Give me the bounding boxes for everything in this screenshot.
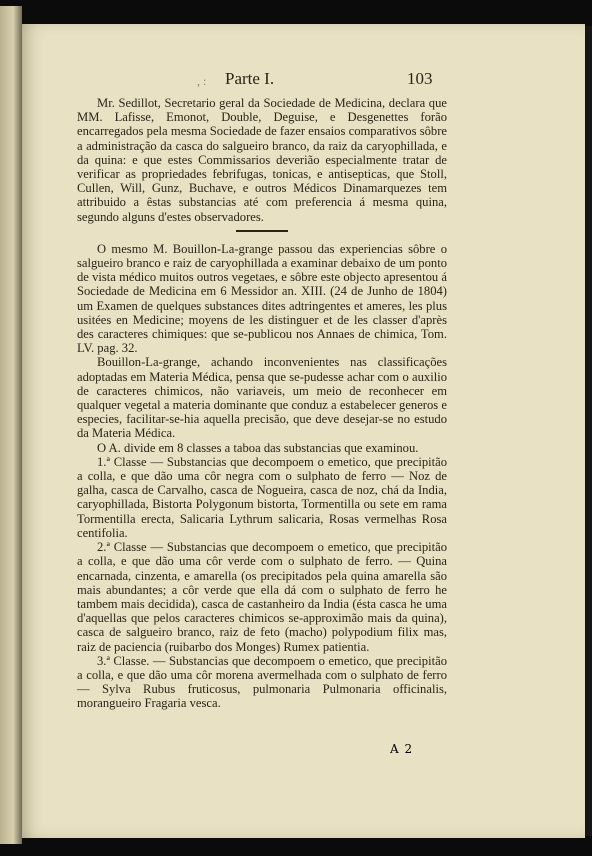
- page-content: [77, 70, 447, 711]
- paragraph-class-3: 3.ª Classe. — Substancias que decompoem o emetico, que precipitão a colla, e que dão uma côr morena avermelhada com o sulphato de ferro — Sylva Rubus fruticosus, pulmonaria Pulmonaria officinalis, morangueiro Fragaria vesca.: [77, 653, 447, 711]
- page-number: 103: [407, 69, 433, 88]
- running-header: [77, 70, 447, 96]
- signature-mark: A 2: [390, 742, 414, 756]
- paragraph-classification: Bouillon-La-grange, achando inconvenientes nas classificações adoptadas em Materia Médica, pensa que se-pudesse achar com o auxilio de caracteres chimicos, não variaveis, um meio de reconhecer em qualquer vegetal a materia dominante que conduz a estabelecer generos e especies, facilitar-se-hia aquella precisão, que deve desejar-se no estudo da Materia Médica.: [77, 355, 447, 441]
- previous-page-edge: [0, 6, 22, 844]
- section-divider: [236, 230, 288, 232]
- paragraph-eight-classes: O A. divide em 8 classes a taboa das substancias que examinou.: [97, 440, 419, 455]
- part-title: Parte I.: [225, 69, 275, 88]
- paragraph-bouillon-experiments: O mesmo M. Bouillon-La-grange passou das experiencias sôbre o salgueiro branco e raiz de caryophillada a examinar debaixo de um ponto de vista médico muitos outros vegetaes, e sôbre este objecto apresentou á Sociedade de Medicina em 6 Messidor an. XIII. (24 de Junho de 1804) um Examen de quelques substances dites adtringentes et ameres, les plus usitées en Medicine; moyens de les distinguer et de les classer d'après des caracteres chimiques: que se-publicou nos Annaes de chimica, Tom. LV. pag. 32.: [77, 241, 447, 356]
- paragraph-sedillot: Mr. Sedillot, Secretario geral da Sociedade de Medicina, declara que MM. Lafisse, Emonot, Double, Deguise, e Desgenettes forão encarregados pela mesma Sociedade de fazer ensaios comparativos sôbre a administração da casca do salgueiro branco, da raiz da caryophillada, e da quina: e que estes Commissarios deverião especialmente tratar de verificar as propriedades febrifugas, tonicas, e antisepticas, que Stoll, Cullen, Will, Gunz, Buchave, e outros Médicos Dinamarquezes tem attribuido a êstas substancias até com preferencia á mesma quina, segundo alguns d'estes observadores.: [77, 96, 447, 224]
- paragraph-class-1: 1.ª Classe — Substancias que decompoem o emetico, que precipitão a colla, e que dão uma côr negra com o sulphato de ferro — Noz de galha, casca de Carvalho, casca de Nogueira, casca de noz, chá da India, caryophillada, Bistorta Polygonum bistorta, Tormentilla ou sete em rama Tormentilla erecta, Salicaria Lythrum salicaria, Rosas vermelhas Rosa centifolia.: [77, 454, 447, 540]
- page-right-shadow: [585, 26, 592, 836]
- header-mark: , :: [197, 74, 207, 88]
- paragraph-class-2: 2.ª Classe — Substancias que decompoem o emetico, que precipitão a colla, e que dão uma côr verde com o sulphato de ferro. — Quina encarnada, cinzenta, e amarella (os precipitados pela quina amarella são mais abundantes; a côr verde que ella dá com o sulphato de ferro he tambem mais decidida), casca de castanheiro da India (ésta casca he uma d'aquellas que pelos caracteres chimicos se-approximão mais da quina), casca de salgueiro branco, raiz de feto (macho) polypodium filix mas, raiz de paciencia (ruibarbo dos Monges) Rumex patientia.: [77, 540, 447, 654]
